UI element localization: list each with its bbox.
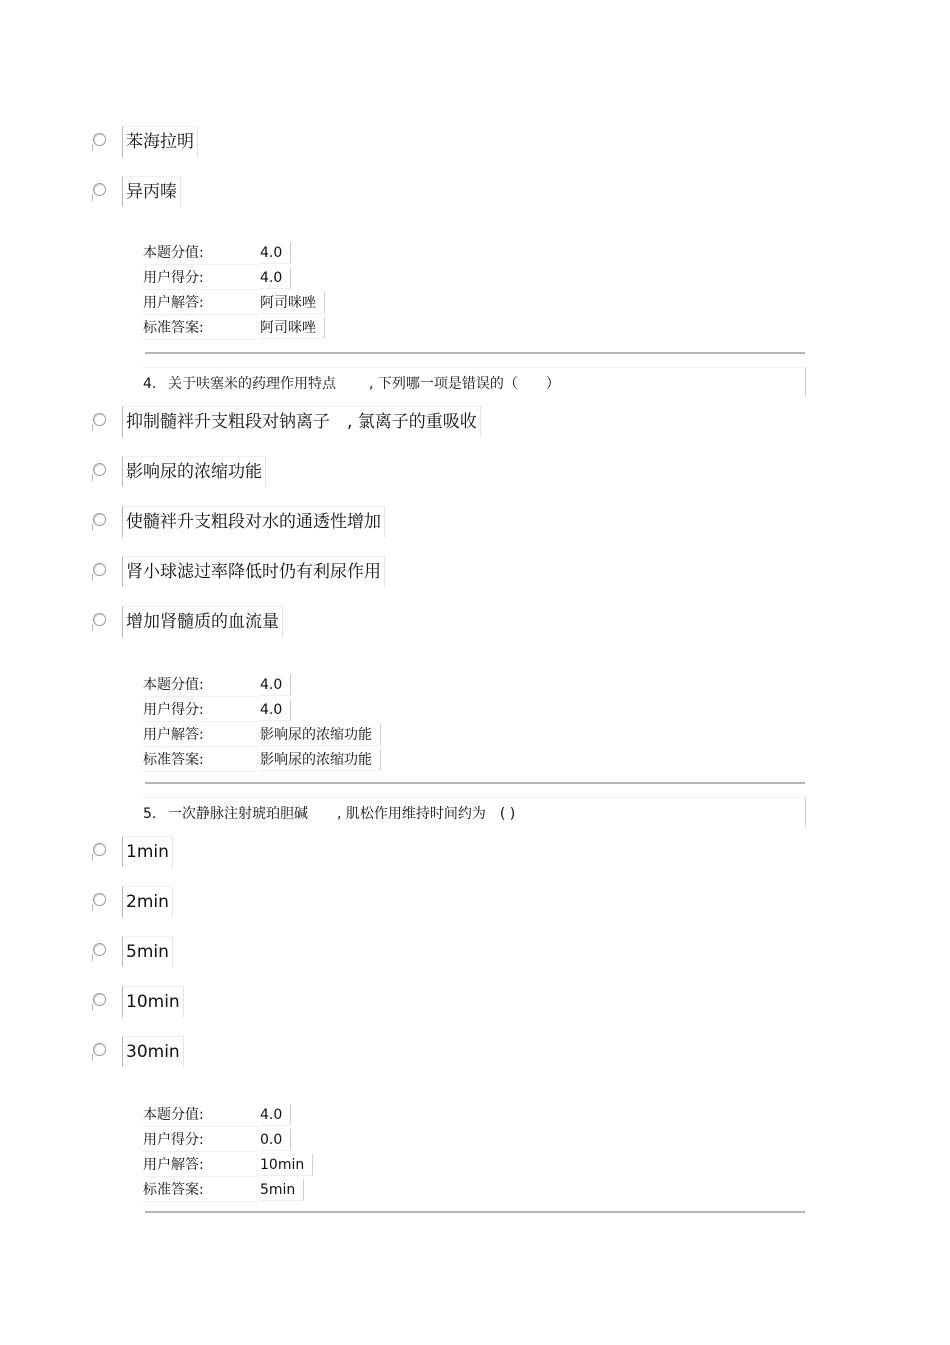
score-value: 影响尿的浓缩功能 (260, 724, 381, 746)
option-label: 苯海拉明 (122, 126, 198, 157)
score-key: 标准答案: (143, 752, 204, 768)
question-text-cont: , 肌松作用维持时间约为 ( ) (337, 806, 516, 822)
score-value: 4.0 (260, 242, 291, 264)
radio-button[interactable] (93, 613, 106, 626)
score-key: 本题分值: (143, 245, 204, 261)
radio-button[interactable] (93, 513, 106, 526)
score-key: 标准答案: (143, 1182, 204, 1198)
radio-button[interactable] (93, 563, 106, 576)
score-value: 4.0 (260, 267, 291, 289)
score-key: 用户解答: (143, 295, 204, 311)
section-divider (145, 1211, 805, 1213)
score-value: 4.0 (260, 674, 291, 696)
option-label: 增加肾髓质的血流量 (122, 606, 283, 637)
q4-question (143, 367, 806, 397)
score-key: 用户得分: (143, 1132, 204, 1148)
radio-button[interactable] (93, 463, 106, 476)
score-key: 标准答案: (143, 320, 204, 336)
score-key: 用户得分: (143, 702, 204, 718)
score-value: 阿司咪唑 (260, 317, 325, 339)
score-value: 阿司咪唑 (260, 292, 325, 314)
question-number: 5. (143, 806, 157, 822)
section-divider (145, 352, 805, 354)
option-label: 使髓袢升支粗段对水的通透性增加 (122, 506, 385, 537)
score-key: 本题分值: (143, 677, 204, 693)
question-text: 一次静脉注射琥珀胆碱 (168, 806, 308, 822)
radio-button[interactable] (93, 1043, 106, 1056)
radio-button[interactable] (93, 993, 106, 1006)
score-value: 4.0 (260, 1104, 291, 1126)
score-key: 本题分值: (143, 1107, 204, 1123)
option-label: 30min (122, 1036, 184, 1067)
question-text-cont: , 下列哪一项是错误的（ ） (369, 376, 560, 392)
score-key: 用户得分: (143, 270, 204, 286)
option-label: 10min (122, 986, 184, 1017)
option-label: 抑制髓袢升支粗段对钠离子 , 氯离子的重吸收 (122, 406, 481, 437)
option-label: 5min (122, 936, 173, 967)
radio-button[interactable] (93, 893, 106, 906)
option-label: 2min (122, 886, 173, 917)
question-number: 4. (143, 376, 157, 392)
question-text: 关于呋塞米的药理作用特点 (168, 376, 336, 392)
section-divider (145, 782, 805, 784)
score-key: 用户解答: (143, 727, 204, 743)
score-value: 0.0 (260, 1129, 291, 1151)
option-label: 影响尿的浓缩功能 (122, 456, 266, 487)
option-label: 肾小球滤过率降低时仍有利尿作用 (122, 556, 385, 587)
score-key: 用户解答: (143, 1157, 204, 1173)
radio-button[interactable] (93, 843, 106, 856)
radio-button[interactable] (93, 183, 106, 196)
q5-question (143, 797, 806, 827)
score-value: 影响尿的浓缩功能 (260, 749, 381, 771)
option-label: 异丙嗪 (122, 176, 181, 207)
option-label: 1min (122, 836, 173, 867)
score-value: 10min (260, 1154, 313, 1176)
radio-button[interactable] (93, 413, 106, 426)
radio-button[interactable] (93, 943, 106, 956)
radio-button[interactable] (93, 133, 106, 146)
score-value: 5min (260, 1179, 304, 1201)
score-value: 4.0 (260, 699, 291, 721)
